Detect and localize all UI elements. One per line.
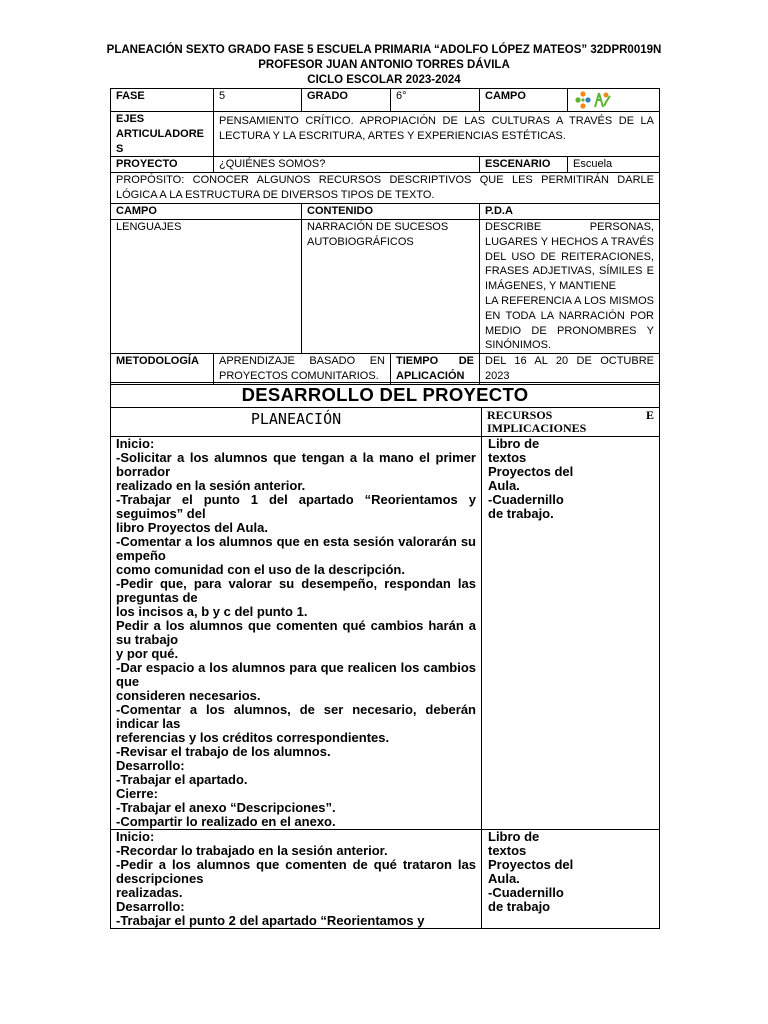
text-line: de trabajo. — [488, 506, 554, 521]
tiempo-value: DEL 16 AL 20 DE OCTUBRE 2023 — [480, 354, 660, 385]
metodologia-label: METODOLOGÍA — [111, 354, 214, 385]
text-line: -Revisar el trabajo de los alumnos. — [116, 744, 331, 759]
fase-label: FASE — [111, 89, 214, 112]
text-line: -Recordar lo trabajado en la sesión anterior. — [116, 843, 388, 858]
text-line: -Solicitar a los alumnos que tengan a la mano el primer borrador — [116, 450, 476, 479]
text-line: textos — [488, 843, 527, 858]
proyecto-label: PROYECTO — [111, 157, 214, 173]
text-line: Proyectos del — [488, 857, 574, 872]
text-line: -Dar espacio a los alumnos para que realicen los cambios que — [116, 660, 476, 689]
proposito-text: PROPÓSITO: CONOCER ALGUNOS RECURSOS DESCRIPTIVOS QUE LES PERMITIRÁN DARLE LÓGICA A LA ESTRUCTURA DE DIVERSOS TIPOS DE TEXTO. — [111, 173, 660, 204]
grado-label: GRADO — [302, 89, 391, 112]
info-table — [110, 88, 660, 385]
text-line: -Cuadernillo — [488, 492, 564, 507]
contenido-column-header: CONTENIDO — [302, 204, 480, 220]
ejes-label: EJES ARTICULADORE S — [111, 112, 214, 157]
text-line: -Comentar a los alumnos que en esta sesión valorarán su empeño — [116, 534, 476, 563]
escenario-label: ESCENARIO — [480, 157, 568, 173]
text-line: Libro de — [488, 829, 540, 844]
campo-label: CAMPO — [480, 89, 568, 112]
grado-value: 6° — [391, 89, 480, 112]
pda-column-header: P.D.A — [480, 204, 660, 220]
text-line: textos — [488, 450, 527, 465]
text-line: Pedir a los alumnos que comenten qué cambios harán a su trabajo — [116, 618, 476, 647]
text-line: -Trabajar el punto 1 del apartado “Reorientamos y seguimos” del — [116, 492, 476, 521]
tiempo-label: TIEMPO DE APLICACIÓN — [391, 354, 480, 385]
text-line: Inicio: — [116, 436, 155, 451]
desarrollo-title: DESARROLLO DEL PROYECTO — [111, 383, 660, 408]
text-line: Proyectos del — [488, 464, 574, 479]
text-line: consideren necesarios. — [116, 688, 261, 703]
proyecto-value: ¿QUIÉNES SOMOS? — [214, 157, 480, 173]
metodologia-value: APRENDIZAJE BASADO EN PROYECTOS COMUNITARIOS. — [214, 354, 391, 385]
campo-logo-cell — [568, 89, 660, 112]
header-line-3: CICLO ESCOLAR 2023-2024 — [307, 74, 461, 86]
header-line-1: PLANEACIÓN SEXTO GRADO FASE 5 ESCUELA PRIMARIA “ADOLFO LÓPEZ MATEOS” 32DPR0019N — [106, 44, 662, 56]
text-line: -Compartir lo realizado en el anexo. — [116, 814, 336, 829]
session-2-recursos — [482, 830, 660, 929]
recursos-header: RECURSOS E IMPLICACIONES — [482, 408, 660, 437]
fase-value: 5 — [214, 89, 302, 112]
contenido-value: NARRACIÓN DE SUCESOS AUTOBIOGRÁFICOS — [302, 219, 480, 353]
pda-value: DESCRIBE PERSONAS, LUGARES Y HECHOS A TRAVÉS DEL USO DE REITERACIONES, FRASES ADJETIVAS, SÍMILES E IMÁGENES, Y MANTIENE LA REFERENCIA A LOS MISMOS EN TODA LA NARRACIÓN POR MEDIO DE PRONOMBRES Y SINÓNIMOS. — [480, 219, 660, 353]
document-header — [0, 43, 768, 88]
text-line: realizado en la sesión anterior. — [116, 478, 306, 493]
text-line: referencias y los créditos correspondientes. — [116, 730, 390, 745]
text-line: -Trabajar el apartado. — [116, 772, 248, 787]
text-line: -Trabajar el anexo “Descripciones”. — [116, 800, 336, 815]
planeacion-header: PLANEACIÓN — [111, 408, 482, 437]
ejes-value: PENSAMIENTO CRÍTICO. APROPIACIÓN DE LAS CULTURAS A TRAVÉS DE LA LECTURA Y LA ESCRITURA, ARTES Y EXPERIENCIAS ESTÉTICAS. — [214, 112, 660, 157]
text-line: Desarrollo: — [116, 899, 185, 914]
text-line: Cierre: — [116, 786, 158, 801]
session-2-planeacion — [111, 830, 482, 929]
text-line: -Cuadernillo — [488, 885, 564, 900]
escenario-value: Escuela — [568, 157, 660, 173]
text-line: Libro de — [488, 436, 540, 451]
text-line: libro Proyectos del Aula. — [116, 520, 268, 535]
text-line: -Pedir a los alumnos que comenten de qué trataron las descripciones — [116, 857, 476, 886]
text-line: de trabajo — [488, 899, 551, 914]
desarrollo-table — [110, 382, 660, 929]
text-line: los incisos a, b y c del punto 1. — [116, 604, 308, 619]
campos-logo-icon — [573, 90, 613, 110]
text-line: realizadas. — [116, 885, 183, 900]
campo-column-header: CAMPO — [111, 204, 302, 220]
text-line: Aula. — [488, 871, 520, 886]
session-1-recursos — [482, 437, 660, 830]
text-line: Desarrollo: — [116, 758, 185, 773]
text-line: Inicio: — [116, 829, 155, 844]
text-line: Aula. — [488, 478, 520, 493]
text-line: como comunidad con el uso de la descripción. — [116, 562, 405, 577]
text-line: -Trabajar el punto 2 del apartado “Reorientamos y — [116, 913, 425, 928]
text-line: y por qué. — [116, 646, 179, 661]
campo-value: LENGUAJES — [111, 219, 302, 353]
text-line: -Comentar a los alumnos, de ser necesario, deberán indicar las — [116, 702, 476, 731]
text-line: -Pedir que, para valorar su desempeño, respondan las preguntas de — [116, 576, 476, 605]
session-1-planeacion — [111, 437, 482, 830]
header-line-2: PROFESOR JUAN ANTONIO TORRES DÁVILA — [258, 59, 510, 71]
